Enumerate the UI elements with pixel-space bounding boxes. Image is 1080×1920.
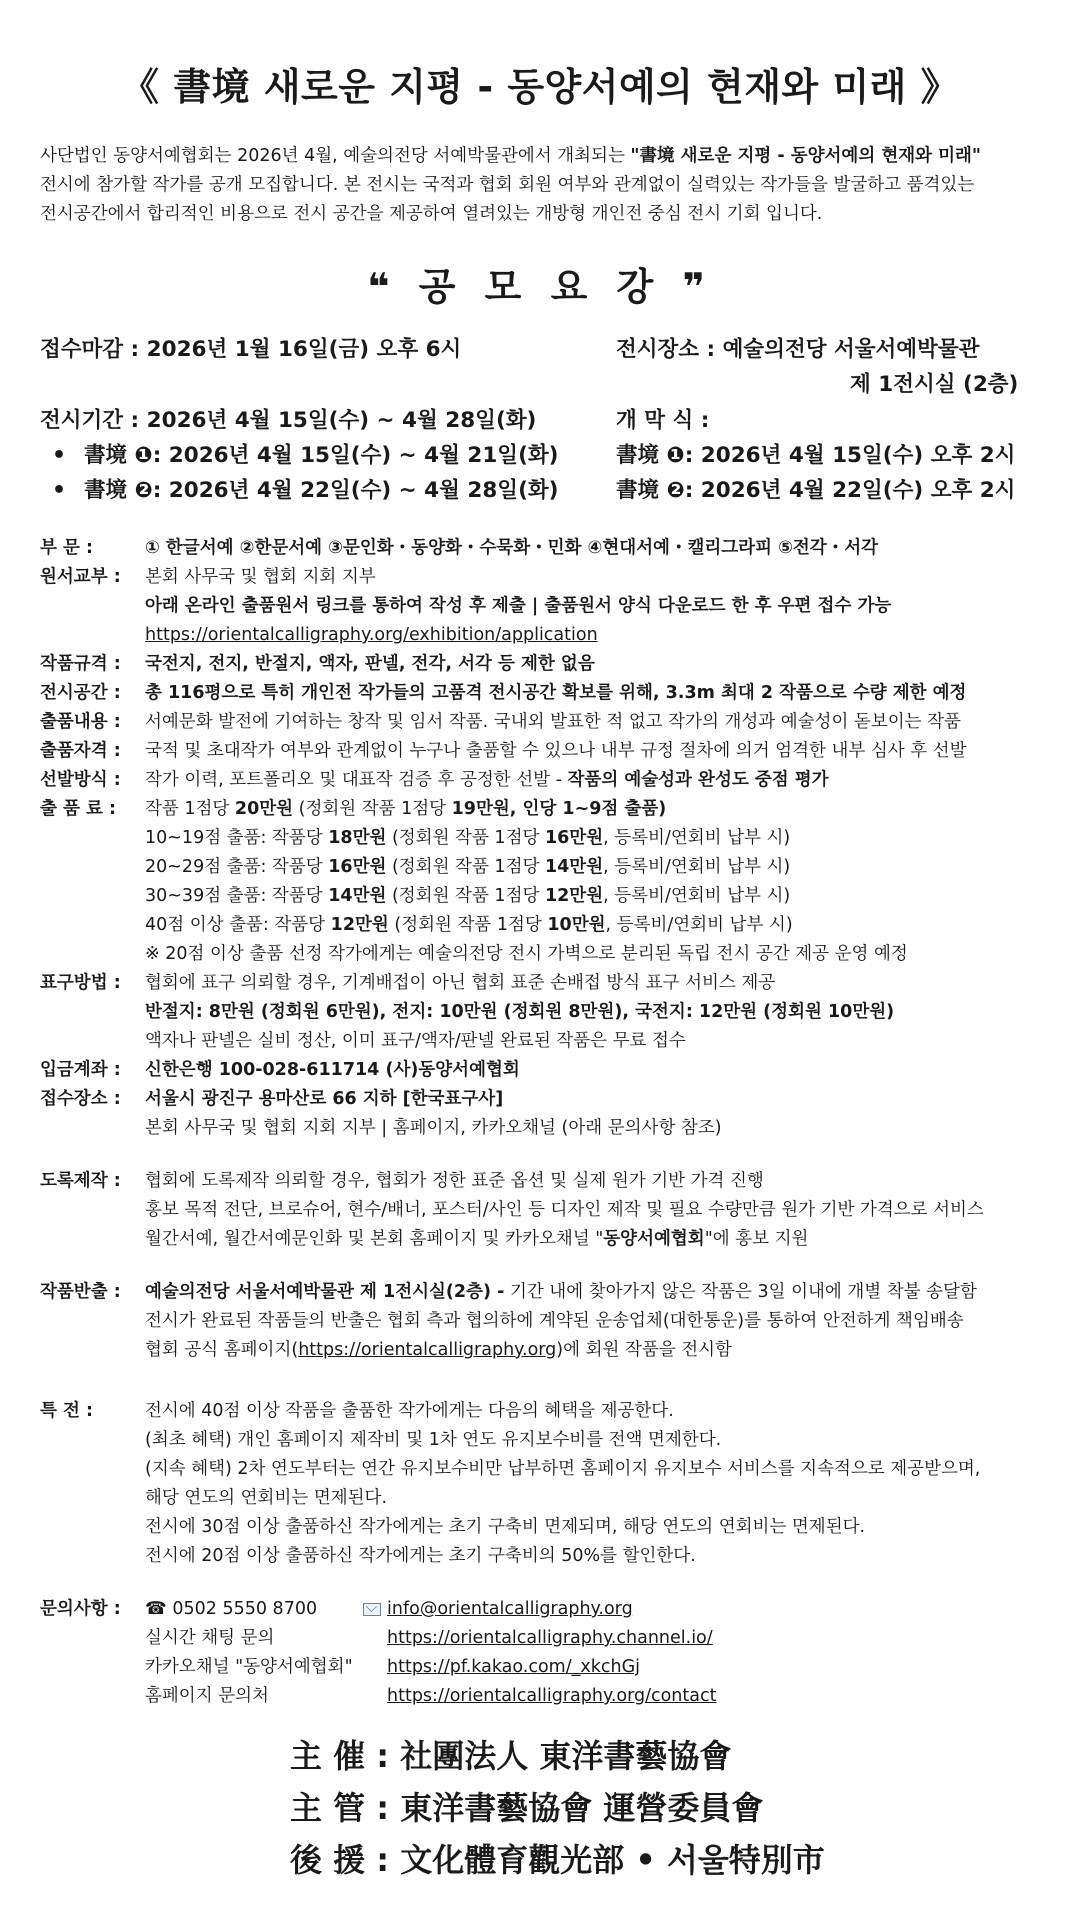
footer-credits	[290, 1730, 825, 1886]
bullet: •	[52, 478, 67, 503]
detail-space: 전시공간 : 총 116평으로 특히 개인전 작가들의 고품격 전시공간 확보를 위해, 3.3m 최대 2 작품으로 수량 제한 예정	[40, 683, 967, 703]
intro-text: 전시공간에서 합리적인 비용으로 전시 공간을 제공하여 열려있는 개방형 개인전 중심 전시 기회 입니다.	[40, 204, 823, 224]
opening-ceremony	[616, 403, 1015, 508]
email-link[interactable]: info@orientalcalligraphy.org	[387, 1599, 633, 1619]
period-1	[40, 438, 559, 473]
intro-exhibition-name: "書境 새로운 지평 - 동양서예의 현재와 미래"	[630, 146, 982, 166]
exhibition-period	[40, 403, 559, 508]
sponsor: 後 援 : 文化體育觀光部 • 서울特別市	[290, 1841, 825, 1879]
detail-bank: 입금계좌 : 신한은행 100-028-611714 (사)동양서예협회	[40, 1060, 520, 1080]
opening-1: 書境 ❶: 2026년 4월 15일(수) 오후 2시	[616, 443, 1016, 468]
detail-section: 부 문 : ① 한글서예 ②한문서예 ③문인화・동양화・수묵화・민화 ④현대서예・캘리그라피 ⑤전각・서각	[40, 538, 879, 558]
application-link[interactable]: https://orientalcalligraphy.org/exhibition/application	[145, 625, 598, 645]
intro-text: 사단법인 동양서예협회는 2026년 4월, 예술의전당 서예박물관에서 개최되는	[40, 146, 631, 166]
detail-catalog: 도록제작 : 협회에 도록제작 의뢰할 경우, 협회가 정한 표준 옵션 및 실제 원가 기반 가격 진행 홍보 목적 전단, 브로슈어, 현수/배너, 포스터/사인 등 디자인 제작 및 필요 수량만큼 원가 기반 가격으로 서비스 월간서예, 월간서예문인화 및 본회 홈페이지 및 카카오채널 "동양서예협회"에 홍보 지원	[40, 1171, 984, 1249]
detail-reception: 접수장소 : 서울시 광진구 용마산로 66 지하 [한국표구사] 본회 사무국 및 협회 지회 지부 | 홈페이지, 카카오채널 (아래 문의사항 참조)	[40, 1089, 722, 1138]
detail-fee: 출 품 료 : 작품 1점당 20만원 (정회원 작품 1점당 19만원, 인당 1~9점 출품) 10~19점 출품: 작품당 18만원 (정회원 작품 1점당 16만원, 등록비/연회비 납부 시) 20~29점 출품: 작품당 16만원 (정회원 작품 1점당 14만원, 등록비/연회비 납부 시) 30~39점 출품: 작품당 14만원 (정회원 작품 1점당 12만원, 등록비/연회비 납부 시) 40점 이상 출품: 작품당 12만원 (정회원 작품 1점당 10만원, 등록비/연회비 납부 시) ※ 20점 이상 출품 선정 작가에게는 예술의전당 전시 가벽으로 분리된 독립 전시 공간 제공 운영 예정	[40, 799, 908, 964]
contact-page-link[interactable]: https://orientalcalligraphy.org/contact	[387, 1686, 717, 1706]
bullet: •	[52, 443, 67, 468]
host: 主 催 : 社團法人 東洋書藝協會	[290, 1737, 732, 1775]
period-1-text: 書境 ❶: 2026년 4월 15일(수) ~ 4월 21일(화)	[84, 443, 559, 468]
detail-selection: 선발방식 : 작가 이력, 포트폴리오 및 대표작 검증 후 공정한 선발 - 작품의 예술성과 완성도 중점 평가	[40, 770, 829, 790]
intro-paragraph	[40, 142, 1040, 229]
homepage-link[interactable]: https://orientalcalligraphy.org	[298, 1340, 557, 1360]
organizer: 主 管 : 東洋書藝協會 運營委員會	[290, 1789, 764, 1827]
period-2	[40, 473, 559, 508]
details-list	[40, 534, 1050, 1711]
detail-application-form: 원서교부 : 본회 사무국 및 협회 지회 지부 아래 온라인 출품원서 링크를 통하여 작성 후 제출 | 출품원서 양식 다운로드 한 후 우편 접수 가능 https://orientalcalligraphy.org/exhibition/application	[40, 563, 1050, 650]
opening-2: 書境 ❷: 2026년 4월 22일(수) 오후 2시	[616, 478, 1016, 503]
period-2-text: 書境 ❷: 2026년 4월 22일(수) ~ 4월 28일(화)	[84, 478, 559, 503]
kakao-link[interactable]: https://pf.kakao.com/_xkchGj	[387, 1657, 640, 1677]
detail-qualification: 출품자격 : 국적 및 초대작가 여부와 관계없이 누구나 출품할 수 있으나 내부 규정 절차에 의거 엄격한 내부 심사 후 선발	[40, 741, 967, 761]
detail-benefits: 특 전 : 전시에 40점 이상 작품을 출품한 작가에게는 다음의 혜택을 제공한다. (최초 혜택) 개인 홈페이지 제작비 및 1차 연도 유지보수비를 전액 면제한다. (지속 혜택) 2차 연도부터는 연간 유지보수비만 납부하면 홈페이지 유지보수 서비스를 지속적으로 제공받으며, 해당 연도의 연회비는 면제된다. 전시에 30점 이상 출품하신 작가에게는 초기 구축비 면제되며, 해당 연도의 연회비는 면제된다. 전시에 20점 이상 출품하신 작가에게는 초기 구축비의 50%를 할인한다.	[40, 1401, 981, 1566]
chat-link[interactable]: https://orientalcalligraphy.channel.io/	[387, 1628, 713, 1648]
detail-spec: 작품규격 : 국전지, 전지, 반절지, 액자, 판넬, 전각, 서각 등 제한 없음	[40, 654, 595, 674]
detail-content: 출품내용 : 서예문화 발전에 기여하는 창작 및 임서 작품. 국내외 발표한 적 없고 작가의 개성과 예술성이 돋보이는 작품	[40, 712, 961, 732]
detail-return: 작품반출 : 예술의전당 서울서예박물관 제 1전시실(2층) - 기간 내에 찾아가지 않은 작품은 3일 이내에 개별 착불 송달함 전시가 완료된 작품들의 반출은 협회 측과 협의하에 계약된 운송업체(대한통운)를 통하여 안전하게 책임배송 협회 공식 홈페이지(https://orientalcalligraphy.org)에 회원 작품을 전시함	[40, 1282, 977, 1360]
intro-text: 전시에 참가할 작가를 공개 모집합니다. 본 전시는 국적과 협회 회원 여부와 관계없이 실력있는 작가들을 발굴하고 품격있는	[40, 175, 975, 195]
page-title: 《 書境 새로운 지평 - 동양서예의 현재와 미래 》	[120, 65, 960, 109]
venue-line1: 전시장소 : 예술의전당 서울서예박물관	[616, 337, 980, 362]
phone-number: ☎ 0502 5550 8700	[145, 1599, 318, 1619]
venue-line2: 제 1전시실 (2층)	[850, 372, 1019, 397]
period-label: 전시기간 : 2026년 4월 15일(수) ~ 4월 28일(화)	[40, 408, 537, 433]
detail-contact: 문의사항 : ☎ 0502 5550 8700 info@orientalcalligraphy.org 실시간 채팅 문의 https://orientalcalligraphy.channel.io/ 카카오채널 "동양서예협회" https://pf.kakao.com/_xkchGj 홈페이지 문의처 https://orientalcalligraphy.org/contact	[40, 1595, 1050, 1711]
venue	[616, 332, 1018, 402]
deadline: 접수마감 : 2026년 1월 16일(금) 오후 6시	[40, 337, 462, 362]
opening-label: 개 막 식 :	[616, 408, 710, 433]
detail-mounting: 표구방법 : 협회에 표구 의뢰할 경우, 기계배접이 아닌 협회 표준 손배접 방식 표구 서비스 제공 반절지: 8만원 (정회원 6만원), 전지: 10만원 (정회원 8만원), 국전지: 12만원 (정회원 10만원) 액자나 판넬은 실비 정산, 이미 표구/액자/판넬 완료된 작품은 무료 접수	[40, 973, 895, 1051]
mail-icon	[363, 1603, 381, 1616]
section-heading: ❝ 공 모 요 강 ❞	[367, 265, 713, 309]
